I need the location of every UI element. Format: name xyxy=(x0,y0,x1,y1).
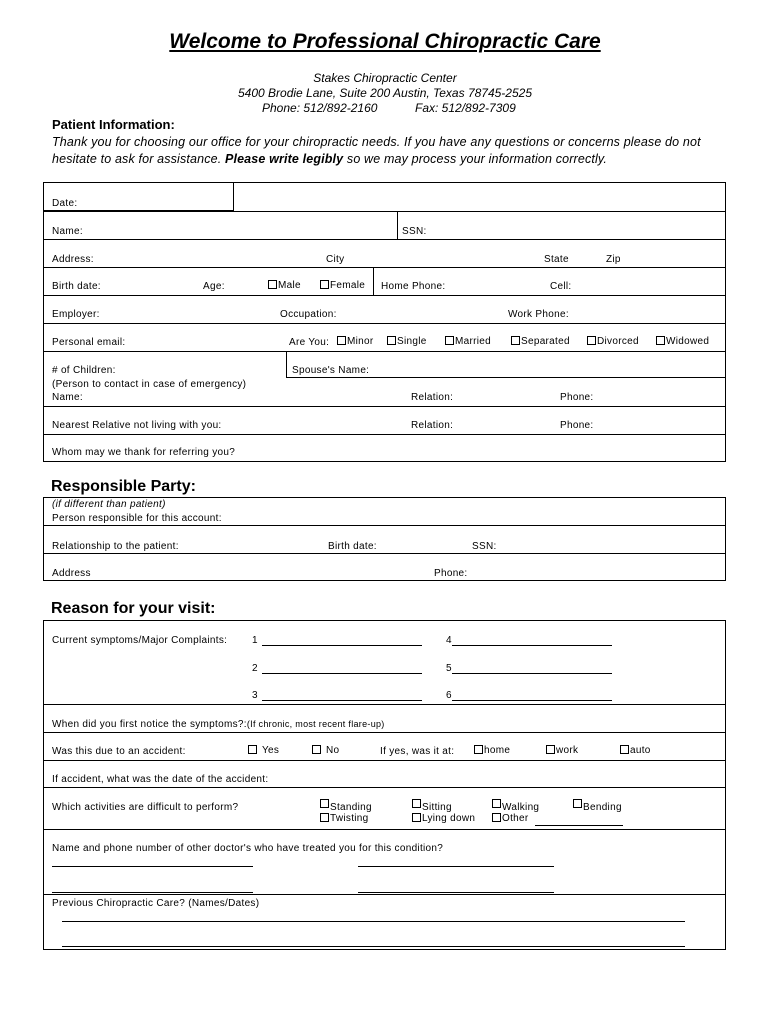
symptom-2-line[interactable] xyxy=(262,673,422,674)
emergency-phone-label: Phone: xyxy=(560,392,594,403)
emergency-note: (Person to contact in case of emergency) xyxy=(52,379,247,390)
previous-care-label: Previous Chiropractic Care? (Names/Dates) xyxy=(52,898,260,909)
symptom-1-number: 1 xyxy=(252,635,258,646)
responsible-party-heading: Responsible Party: xyxy=(51,478,196,495)
clinic-name: Stakes Chiropractic Center xyxy=(313,71,457,85)
city-label: City xyxy=(326,254,345,265)
work-checkbox[interactable]: work xyxy=(546,745,578,756)
nearest-relative-label: Nearest Relative not living with you: xyxy=(52,420,222,431)
responsible-ssn-label: SSN: xyxy=(472,541,497,552)
symptom-2-number: 2 xyxy=(252,663,258,674)
other-checkbox[interactable]: Other xyxy=(492,813,529,824)
intro-text: Thank you for choosing our office for your chiropractic needs. If you have any questions or concerns please do not hesitate to ask for assistance. Please write legibly so we may process your information correctly. xyxy=(52,135,701,166)
walking-checkbox[interactable]: Walking xyxy=(492,799,539,810)
work-phone-label: Work Phone: xyxy=(508,309,569,320)
date-label: Date: xyxy=(52,198,78,209)
responsible-note: (if different than patient) xyxy=(52,499,166,510)
emergency-name-label: Name: xyxy=(52,392,83,403)
relationship-label: Relationship to the patient: xyxy=(52,541,179,552)
female-checkbox[interactable]: Female xyxy=(320,280,365,291)
auto-checkbox[interactable]: auto xyxy=(620,745,651,756)
name-label: Name: xyxy=(52,226,83,237)
accident-date-label: If accident, what was the date of the accident: xyxy=(52,774,269,785)
symptom-5-line[interactable] xyxy=(452,673,612,674)
responsible-phone-label: Phone: xyxy=(434,568,468,579)
zip-label: Zip xyxy=(606,254,621,265)
activities-label: Which activities are difficult to perform? xyxy=(52,802,239,813)
clinic-address: 5400 Brodie Lane, Suite 200 Austin, Texas 78745-2525 xyxy=(238,86,532,100)
birth-date-label: Birth date: xyxy=(52,281,101,292)
accident-yes-checkbox[interactable]: Yes xyxy=(248,745,279,756)
children-label: # of Children: xyxy=(52,365,116,376)
email-label: Personal email: xyxy=(52,337,126,348)
cell-label: Cell: xyxy=(550,281,572,292)
if-yes-label: If yes, was it at: xyxy=(380,746,455,757)
clinic-phone: Phone: 512/892-2160 xyxy=(262,101,378,115)
page-title: Welcome to Professional Chiropractic Care xyxy=(169,30,601,53)
first-notice-label: When did you first notice the symptoms?:(If chronic, most recent flare-up) xyxy=(52,719,385,730)
bending-checkbox[interactable]: Bending xyxy=(573,799,622,810)
previous-care-line-1[interactable] xyxy=(62,921,685,922)
symptom-4-number: 4 xyxy=(446,635,452,646)
address-label: Address: xyxy=(52,254,94,265)
minor-checkbox[interactable]: Minor xyxy=(337,336,374,347)
symptom-6-line[interactable] xyxy=(452,700,612,701)
other-doctor-line-3[interactable] xyxy=(52,892,253,893)
widowed-checkbox[interactable]: Widowed xyxy=(656,336,709,347)
ssn-label: SSN: xyxy=(402,226,427,237)
other-doctor-line-4[interactable] xyxy=(358,892,554,893)
spouse-label: Spouse's Name: xyxy=(292,365,370,376)
separated-checkbox[interactable]: Separated xyxy=(511,336,570,347)
responsible-address-label: Address xyxy=(52,568,91,579)
relative-relation-label: Relation: xyxy=(411,420,454,431)
symptom-3-number: 3 xyxy=(252,690,258,701)
lying-down-checkbox[interactable]: Lying down xyxy=(412,813,475,824)
patient-info-heading: Patient Information: xyxy=(52,117,175,132)
relative-phone-label: Phone: xyxy=(560,420,594,431)
occupation-label: Occupation: xyxy=(280,309,337,320)
other-doctors-label: Name and phone number of other doctor's who have treated you for this condition? xyxy=(52,843,444,854)
previous-care-line-2[interactable] xyxy=(62,946,685,947)
symptom-3-line[interactable] xyxy=(262,700,422,701)
emergency-relation-label: Relation: xyxy=(411,392,454,403)
employer-label: Employer: xyxy=(52,309,100,320)
sitting-checkbox[interactable]: Sitting xyxy=(412,799,452,810)
single-checkbox[interactable]: Single xyxy=(387,336,427,347)
responsible-birth-date-label: Birth date: xyxy=(328,541,377,552)
symptom-5-number: 5 xyxy=(446,663,452,674)
symptoms-label: Current symptoms/Major Complaints: xyxy=(52,635,228,646)
standing-checkbox[interactable]: Standing xyxy=(320,799,372,810)
male-checkbox[interactable]: Male xyxy=(268,280,301,291)
other-activity-line[interactable] xyxy=(535,825,623,826)
accident-no-checkbox[interactable]: No xyxy=(312,745,339,756)
home-phone-label: Home Phone: xyxy=(381,281,446,292)
visit-heading: Reason for your visit: xyxy=(51,600,216,617)
state-label: State xyxy=(544,254,569,265)
symptom-6-number: 6 xyxy=(446,690,452,701)
married-checkbox[interactable]: Married xyxy=(445,336,491,347)
symptom-1-line[interactable] xyxy=(262,645,422,646)
other-doctor-line-2[interactable] xyxy=(358,866,554,867)
age-label: Age: xyxy=(203,281,225,292)
other-doctor-line-1[interactable] xyxy=(52,866,253,867)
referral-label: Whom may we thank for referring you? xyxy=(52,447,236,458)
accident-label: Was this due to an accident: xyxy=(52,746,186,757)
symptom-4-line[interactable] xyxy=(452,645,612,646)
responsible-person-label: Person responsible for this account: xyxy=(52,513,222,524)
divorced-checkbox[interactable]: Divorced xyxy=(587,336,639,347)
are-you-label: Are You: xyxy=(289,337,330,348)
home-checkbox[interactable]: home xyxy=(474,745,510,756)
twisting-checkbox[interactable]: Twisting xyxy=(320,813,369,824)
clinic-fax: Fax: 512/892-7309 xyxy=(415,101,516,115)
